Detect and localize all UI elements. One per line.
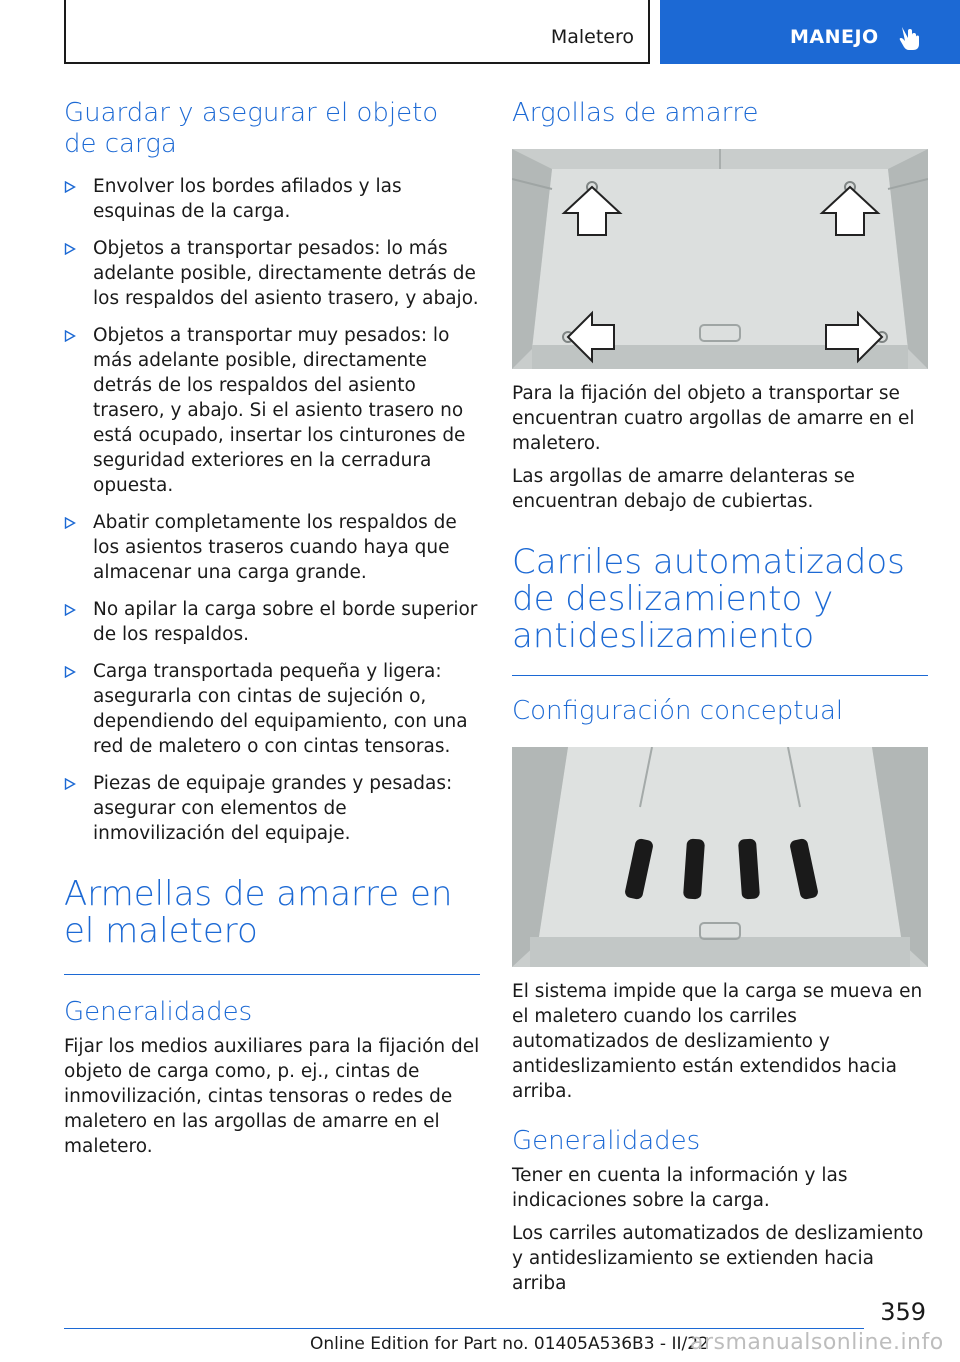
trunk-rings-illustration xyxy=(512,149,928,369)
list-item xyxy=(64,597,480,647)
left-column xyxy=(64,98,480,1159)
general-heading-right: Generalidades xyxy=(512,1126,701,1156)
footer-edition: Online Edition for Part no. 01405A536B3 - II/22 xyxy=(310,1334,709,1354)
list-item xyxy=(64,771,480,846)
list-item-text: Abatir completamente los respaldos de los asientos traseros cuando haya que almacenar una carga grande. xyxy=(93,512,457,583)
secure-load-heading: Guardar y asegurar el objeto de carga xyxy=(64,98,439,159)
trunk-rails-image xyxy=(512,747,928,967)
chapter-tab[interactable] xyxy=(660,0,960,64)
triangle-right-outline-icon xyxy=(64,604,76,616)
page-number: 359 xyxy=(880,1298,926,1326)
trunk-rings-image xyxy=(512,149,928,369)
list-item-text: Carga transportada pequeña y ligera: asegurarla con cintas de sujeción o, dependiendo del equipamiento, con una red de maletero o con cintas tensoras. xyxy=(93,661,468,757)
header-section-box xyxy=(64,0,650,64)
rings-text-2: Las argollas de amarre delanteras se encuentran debajo de cubiertas. xyxy=(512,466,855,512)
header-section-title: Maletero xyxy=(550,26,634,48)
rings-heading: Argollas de amarre xyxy=(512,98,759,128)
list-item xyxy=(64,174,480,224)
list-item xyxy=(64,323,480,498)
triangle-right-outline-icon xyxy=(64,181,76,193)
list-item-text: Piezas de equipaje grandes y pesadas: asegurar con elementos de inmovilización del equipaje. xyxy=(93,773,453,844)
general-text: Fijar los medios auxiliares para la fijación del objeto de carga como, p. ej., cintas de inmovilización, cintas tensoras o redes de maletero en las argollas de amarre en el maletero. xyxy=(64,1036,480,1157)
chapter-tab-label: MANEJO xyxy=(790,26,879,48)
rails-heading: Carriles automatizados de deslizamiento y antideslizamiento xyxy=(512,542,905,656)
general-text-right-1: Tener en cuenta la información y las indicaciones sobre la carga. xyxy=(512,1165,848,1211)
rings-text-1: Para la fijación del objeto a transportar se encuentran cuatro argollas de amarre en el maletero. xyxy=(512,383,915,454)
general-heading: Generalidades xyxy=(64,997,253,1027)
triangle-right-outline-icon xyxy=(64,243,76,255)
eyebolts-heading: Armellas de amarre en el maletero xyxy=(64,874,453,951)
list-item-text: No apilar la carga sobre el borde superior de los respaldos. xyxy=(93,599,478,645)
secure-load-list xyxy=(64,174,480,846)
triangle-right-outline-icon xyxy=(64,330,76,342)
list-item-text: Objetos a transportar pesados: lo más adelante posible, directamente detrás de los respaldos del asiento trasero, y abajo. xyxy=(93,238,479,309)
footer-divider xyxy=(64,1328,864,1329)
triangle-right-outline-icon xyxy=(64,666,76,678)
watermark: arsmanualsonline.info xyxy=(690,1330,944,1355)
list-item xyxy=(64,236,480,311)
list-item xyxy=(64,659,480,759)
trunk-rails-illustration xyxy=(512,747,928,967)
triangle-right-outline-icon xyxy=(64,517,76,529)
list-item xyxy=(64,510,480,585)
list-item-text: Objetos a transportar muy pesados: lo más adelante posible, directamente detrás de los respaldos del asiento trasero, y abajo. Si el asiento trasero no está ocupado, insertar los cinturones de seguridad exteriores en la cerradura opuesta. xyxy=(93,325,466,496)
hand-pointer-icon xyxy=(898,24,920,52)
general-text-right-2: Los carriles automatizados de deslizamiento y antideslizamiento se extienden hacia arriba xyxy=(512,1223,924,1294)
section-divider xyxy=(64,974,480,975)
triangle-right-outline-icon xyxy=(64,778,76,790)
list-item-text: Envolver los bordes afilados y las esquinas de la carga. xyxy=(93,176,402,222)
section-divider xyxy=(512,675,928,676)
concept-heading: Configuración conceptual xyxy=(512,696,844,726)
right-column xyxy=(512,98,928,1296)
concept-text: El sistema impide que la carga se mueva en el maletero cuando los carriles automatizados de deslizamiento y antideslizamiento están extendidos hacia arriba. xyxy=(512,981,923,1102)
